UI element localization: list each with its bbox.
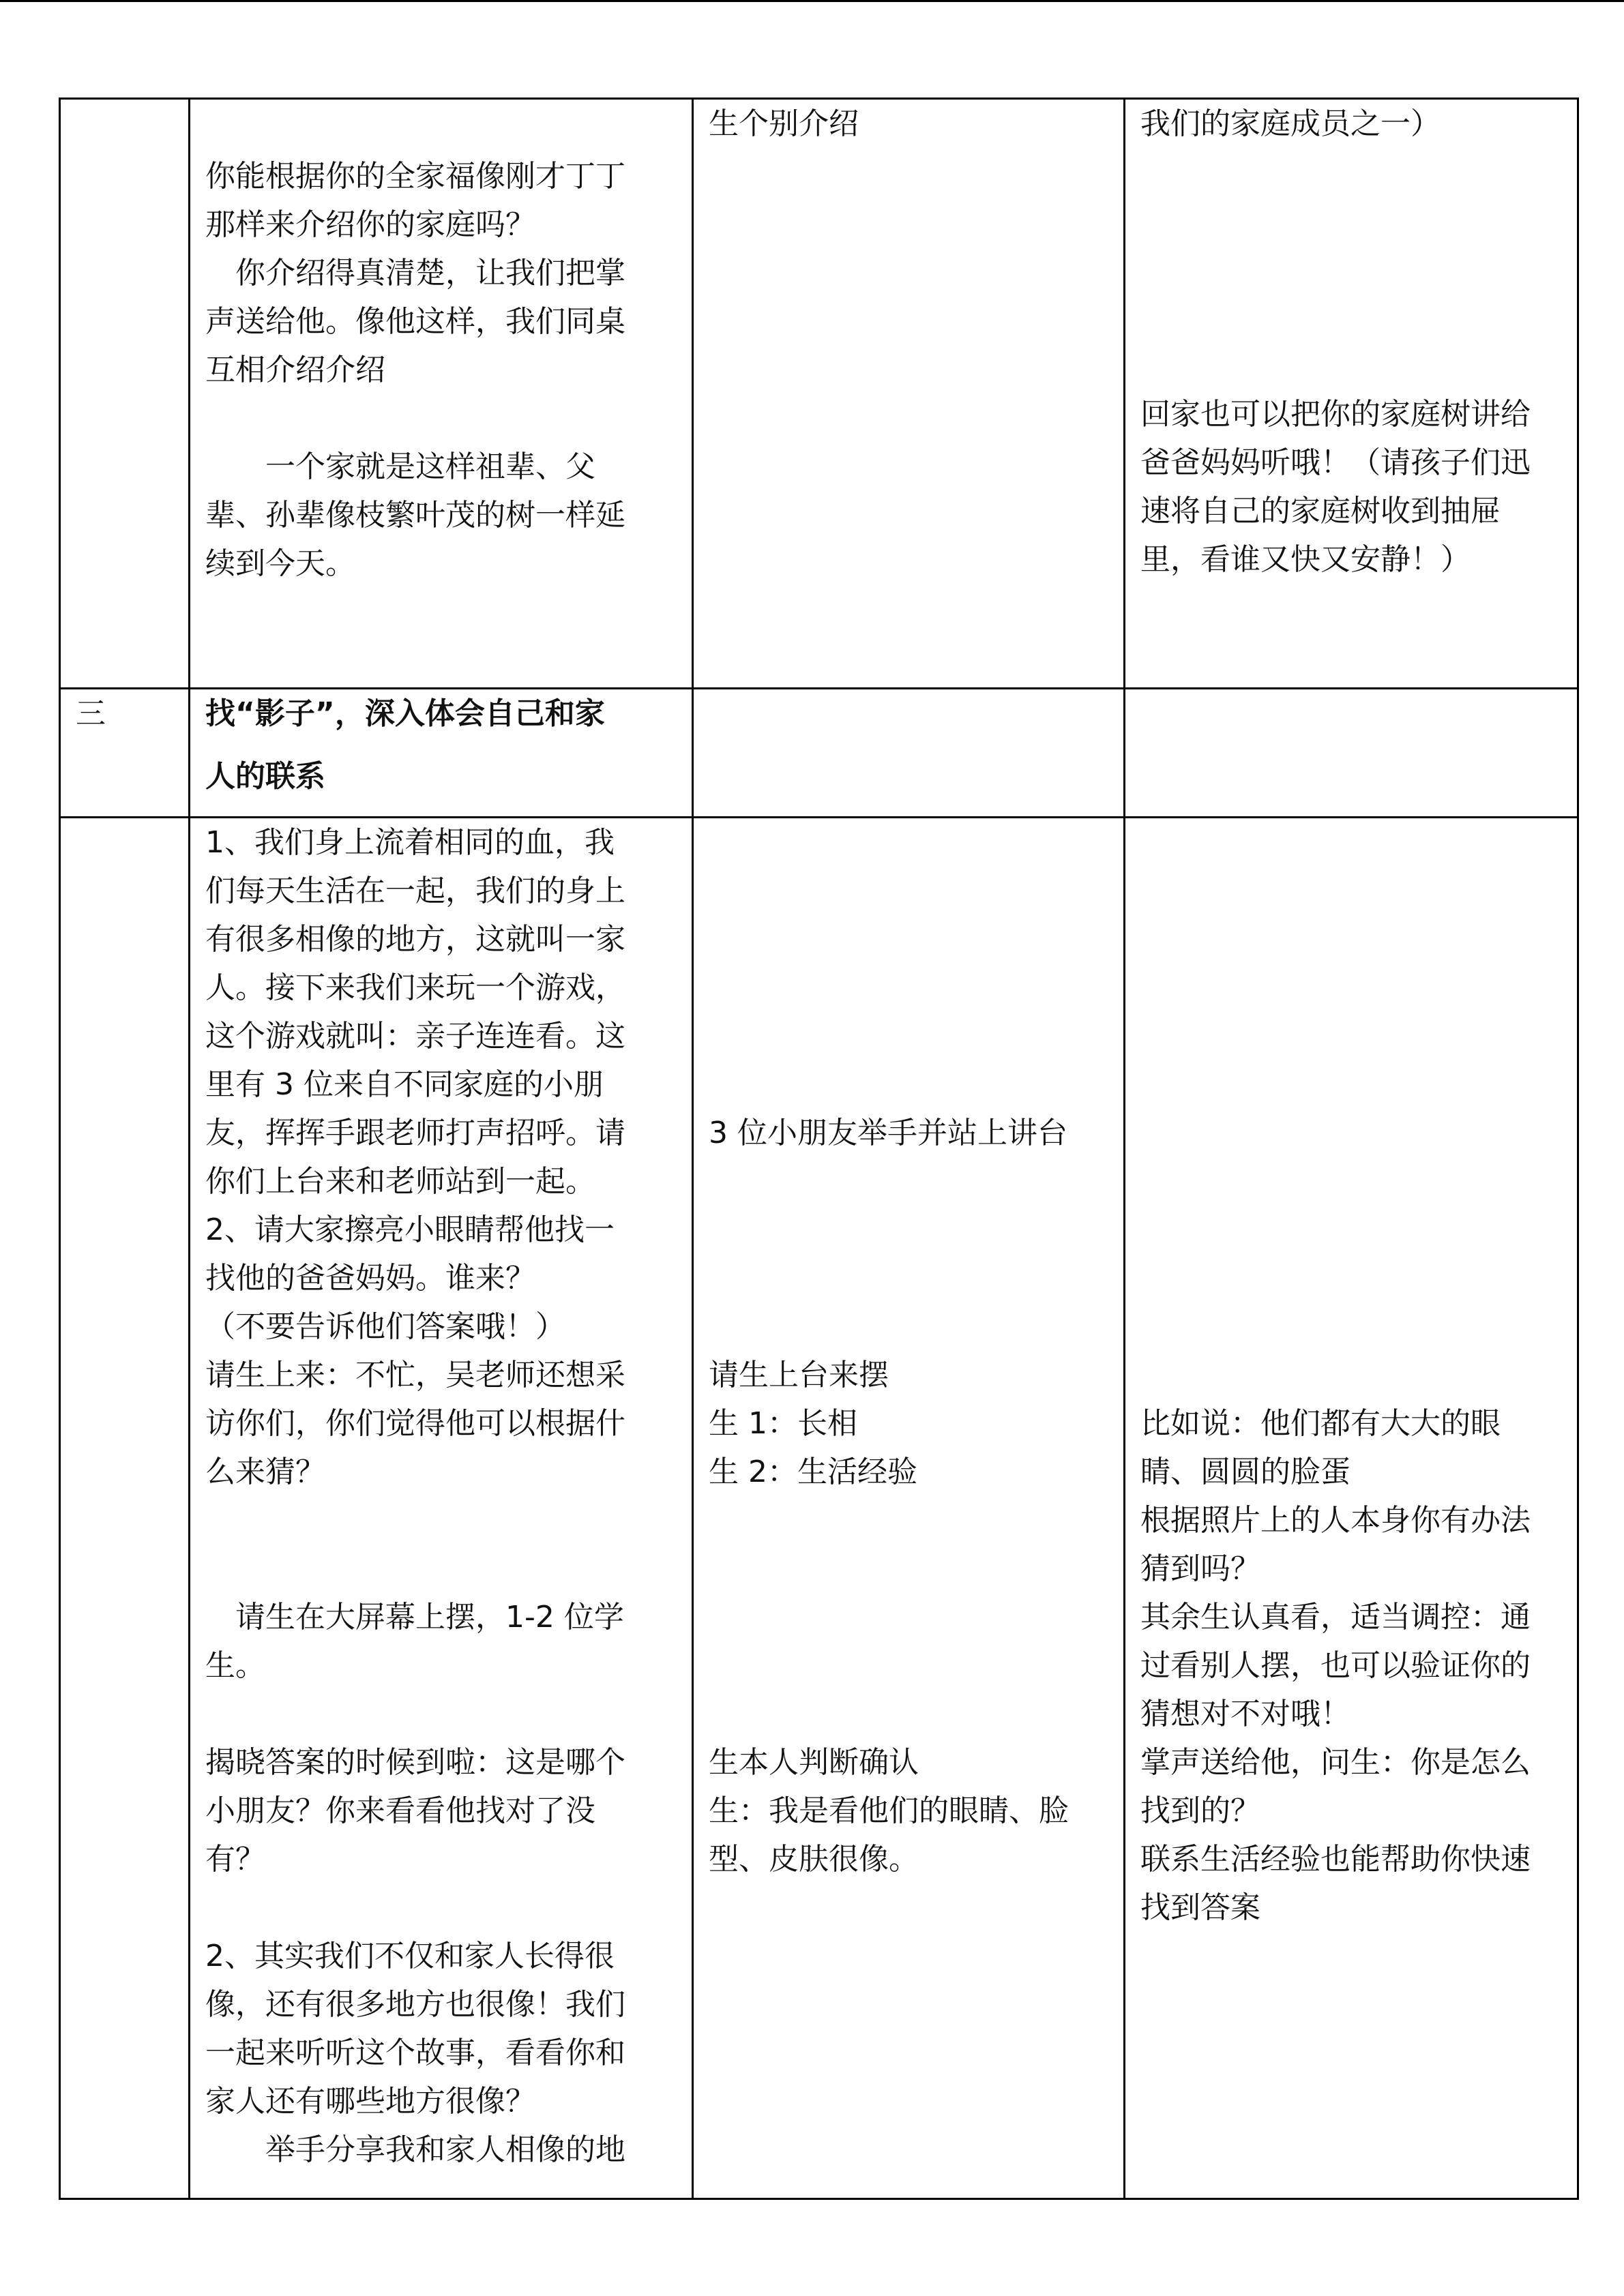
text-line xyxy=(1140,1302,1563,1351)
text-line xyxy=(1140,1254,1563,1302)
text-line xyxy=(1140,148,1563,196)
text-line xyxy=(709,1157,1110,1206)
text-line: 1、我们身上流着相同的血，我 xyxy=(205,825,615,860)
text-line: 这个游戏就叫：亲子连连看。这 xyxy=(205,1019,625,1054)
text-line: 生。 xyxy=(205,1648,265,1683)
text-line xyxy=(1140,342,1563,390)
text-line: 友，挥挥手跟老师打声招呼。请 xyxy=(205,1116,625,1150)
text-line xyxy=(709,1254,1110,1302)
teacher-activity-text xyxy=(205,818,678,2174)
text-line: 睛、圆圆的脸蛋 xyxy=(1140,1455,1350,1489)
text-line: 猜想对不对哦！ xyxy=(1140,1697,1350,1731)
text-line: 你们上台来和老师站到一起。 xyxy=(205,1164,595,1199)
text-line: 3 位小朋友举手并站上讲台 xyxy=(709,1116,1067,1150)
step-number-cell xyxy=(60,689,190,818)
text-line: 家人还有哪些地方很像？ xyxy=(205,2084,535,2119)
text-line xyxy=(709,1302,1110,1351)
text-line xyxy=(1140,915,1563,964)
text-line: 请生上来：不忙，吴老师还想采 xyxy=(205,1358,625,1392)
student-activity-cell xyxy=(693,818,1125,2199)
text-line: 生本人判断确认 xyxy=(709,1745,919,1780)
text-line: 辈、孙辈像枝繁叶茂的树一样延 xyxy=(205,498,625,533)
text-line xyxy=(1140,1109,1563,1157)
text-line: 有？ xyxy=(205,1842,265,1877)
design-intent-cell xyxy=(1125,689,1578,818)
text-line xyxy=(709,1641,1110,1690)
text-line xyxy=(1140,1012,1563,1060)
student-activity-text xyxy=(709,818,1110,1883)
design-intent-text xyxy=(1140,100,1563,584)
text-line: 生 2：生活经验 xyxy=(709,1455,917,1489)
text-line xyxy=(1140,964,1563,1012)
text-line xyxy=(709,1593,1110,1641)
text-line: 找到的？ xyxy=(1140,1793,1260,1828)
text-line: 人的联系 xyxy=(205,759,325,794)
text-line xyxy=(205,1883,678,1932)
blank-line xyxy=(205,104,678,152)
text-line: 一起来听听这个故事，看看你和 xyxy=(205,2036,625,2070)
teacher-activity-text xyxy=(205,100,678,588)
step-number: 三 xyxy=(76,696,106,731)
design-intent-text xyxy=(1140,818,1563,1932)
text-line xyxy=(1140,867,1563,915)
text-line xyxy=(709,964,1110,1012)
text-line: 我们的家庭成员之一） xyxy=(1140,106,1441,141)
text-line xyxy=(709,1545,1110,1593)
text-line: 里，看谁又快又安静！） xyxy=(1140,542,1471,577)
text-line: 找他的爸爸妈妈。谁来？ xyxy=(205,1261,535,1296)
section-heading-cell xyxy=(190,689,693,818)
text-line: 2、其实我们不仅和家人长得很 xyxy=(205,1939,615,1973)
student-activity-cell xyxy=(693,689,1125,818)
design-intent-cell xyxy=(1125,818,1578,2199)
teacher-activity-cell xyxy=(190,818,693,2199)
text-line xyxy=(709,1496,1110,1545)
text-line: 联系生活经验也能帮助你快速 xyxy=(1140,1842,1531,1877)
lesson-plan-table xyxy=(59,98,1579,2200)
text-line: 比如说：他们都有大大的眼 xyxy=(1140,1406,1501,1441)
text-line xyxy=(709,818,1110,867)
student-activity-cell xyxy=(693,99,1125,689)
text-line: 2、请大家擦亮小眼睛帮他找一 xyxy=(205,1212,615,1247)
page-top-border xyxy=(0,0,1624,2)
text-line: 像，还有很多地方也很像！我们 xyxy=(205,1987,625,2022)
text-line: 回家也可以把你的家庭树讲给 xyxy=(1140,397,1531,432)
text-line: 你介绍得真清楚，让我们把掌 xyxy=(205,256,625,290)
text-line: 互相介绍介绍 xyxy=(205,353,385,387)
text-line xyxy=(1140,1351,1563,1399)
text-line: 声送给他。像他这样，我们同桌 xyxy=(205,304,625,339)
text-line xyxy=(709,867,1110,915)
text-line xyxy=(205,394,678,443)
step-number-cell xyxy=(60,99,190,689)
text-line xyxy=(709,1012,1110,1060)
section-heading xyxy=(205,689,678,815)
text-line xyxy=(1140,196,1563,245)
table-row xyxy=(60,818,1578,2199)
text-line: 么来猜？ xyxy=(205,1455,325,1489)
text-line: 型、皮肤很像。 xyxy=(709,1842,919,1877)
text-line: 里有 3 位来自不同家庭的小朋 xyxy=(205,1067,604,1102)
text-line: 续到今天。 xyxy=(205,546,355,581)
text-line: 请生上台来摆 xyxy=(709,1358,889,1392)
text-line: 揭晓答案的时候到啦：这是哪个 xyxy=(205,1745,625,1780)
text-line xyxy=(1140,818,1563,867)
text-line: 其余生认真看，适当调控：通 xyxy=(1140,1600,1531,1635)
text-line xyxy=(1140,245,1563,293)
table-row xyxy=(60,689,1578,818)
text-line: 过看别人摆，也可以验证你的 xyxy=(1140,1648,1531,1683)
text-line: 生个别介绍 xyxy=(709,106,859,141)
text-line: 请生在大屏幕上摆，1-2 位学 xyxy=(205,1600,624,1635)
text-line xyxy=(709,915,1110,964)
text-line xyxy=(1140,293,1563,342)
design-intent-cell xyxy=(1125,99,1578,689)
text-line: （不要告诉他们答案哦！） xyxy=(205,1309,565,1344)
text-line: 小朋友？你来看看他找对了没 xyxy=(205,1793,595,1828)
student-activity-text xyxy=(709,100,1110,148)
text-line: 一个家就是这样祖辈、父 xyxy=(205,449,595,484)
step-number-cell xyxy=(60,818,190,2199)
text-line: 有很多相像的地方，这就叫一家 xyxy=(205,922,625,957)
text-line xyxy=(709,1206,1110,1254)
text-line: 根据照片上的人本身你有办法 xyxy=(1140,1503,1531,1538)
text-line: 猜到吗？ xyxy=(1140,1551,1260,1586)
teacher-activity-cell xyxy=(190,99,693,689)
text-line: 速将自己的家庭树收到抽屉 xyxy=(1140,494,1501,528)
table-row xyxy=(60,99,1578,689)
text-line xyxy=(205,1690,678,1738)
text-line: 找到答案 xyxy=(1140,1890,1260,1925)
text-line xyxy=(205,1545,678,1593)
text-line xyxy=(1140,1206,1563,1254)
text-line: 你能根据你的全家福像刚才丁丁 xyxy=(205,159,625,194)
text-line xyxy=(1140,1060,1563,1109)
text-line: 举手分享我和家人相像的地 xyxy=(205,2132,625,2167)
text-line: 人。接下来我们来玩一个游戏， xyxy=(205,970,625,1005)
text-line: 们每天生活在一起，我们的身上 xyxy=(205,874,625,908)
text-line: 生：我是看他们的眼睛、脸 xyxy=(709,1793,1069,1828)
text-line: 那样来介绍你的家庭吗？ xyxy=(205,207,535,242)
text-line: 爸爸妈妈听哦！（请孩子们迅 xyxy=(1140,445,1531,480)
text-line xyxy=(709,1060,1110,1109)
text-line: 访你们，你们觉得他可以根据什 xyxy=(205,1406,625,1441)
text-line: 生 1：长相 xyxy=(709,1406,857,1441)
text-line: 掌声送给他，问生：你是怎么 xyxy=(1140,1745,1531,1780)
text-line xyxy=(709,1690,1110,1738)
text-line xyxy=(205,1496,678,1545)
text-line: 找“影子”，深入体会自己和家 xyxy=(205,696,605,731)
text-line xyxy=(1140,1157,1563,1206)
